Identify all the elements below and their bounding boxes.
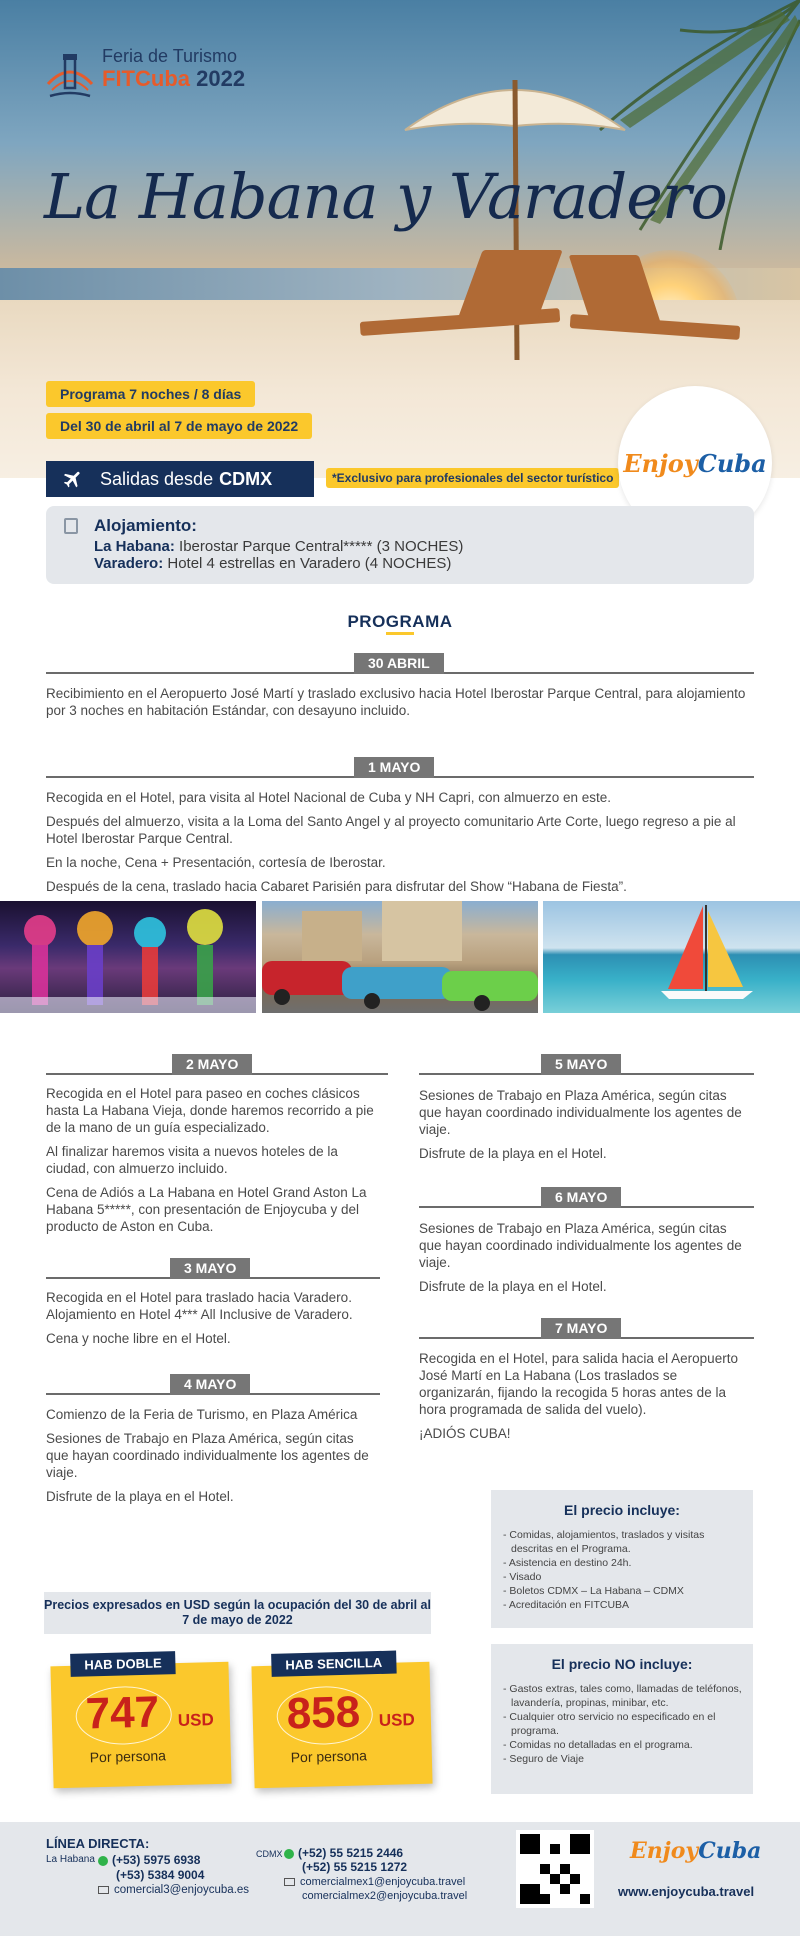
cdmx-phone-2[interactable]: (+52) 55 5215 1272 — [302, 1860, 408, 1874]
cdmx-email-1-text: comercialmex1@enjoycuba.travel — [300, 1876, 466, 1888]
mail-icon — [98, 1886, 109, 1894]
excludes-item: - Seguro de Viaje — [503, 1753, 584, 1765]
lighthouse-icon — [44, 50, 96, 102]
cdmx-email-1[interactable] — [284, 1876, 465, 1888]
excludes-item: - Cualquier otro servicio no especificado en el programa. — [503, 1711, 716, 1737]
price-per-person: Por persona — [290, 1747, 368, 1766]
day-paragraph: Cena y noche libre en el Hotel. — [46, 1331, 231, 1346]
fitcuba-logo — [44, 46, 274, 106]
habana-phone-1-text: (+53) 5975 6938 — [112, 1853, 201, 1867]
classic-cars-image — [262, 901, 538, 1013]
day-paragraph: Recogida en el Hotel para paseo en coches clásicos hasta La Habana Vieja, donde haremos recorrido a pie de la mano de un guía especializado. — [46, 1086, 374, 1135]
brand-enjoy: Enjoy — [630, 1838, 699, 1864]
day-header-30-abril — [46, 653, 754, 673]
room-type: HAB SENCILLA — [271, 1651, 396, 1677]
day-paragraph: Disfrute de la playa en el Hotel. — [46, 1489, 234, 1504]
includes-item: - Visado — [503, 1571, 542, 1583]
price-per-person: Por persona — [89, 1747, 167, 1766]
dancers-image — [0, 901, 256, 1013]
habana-email[interactable] — [98, 1884, 249, 1896]
exclusive-note: *Exclusivo para profesionales del sector turístico — [326, 468, 619, 488]
prices-note: Precios expresados en USD según la ocupación del 30 de abril al 7 de mayo de 2022 — [44, 1592, 431, 1634]
excludes-item: - Gastos extras, tales como, llamadas de teléfonos, lavandería, propinas, minibar, etc. — [503, 1683, 742, 1709]
departures-banner — [46, 461, 314, 497]
day-paragraph: Después de la cena, traslado hacia Cabaret Parisién para disfrutar del Show “Habana de Fiesta”. — [46, 879, 627, 894]
airplane-icon — [62, 468, 84, 490]
brand-cuba: Cuba — [697, 448, 767, 478]
mail-icon — [284, 1878, 295, 1886]
photo-sailboat — [543, 901, 800, 1013]
includes-item: - Comidas, alojamientos, traslados y visitas descritas en el Programa. — [503, 1529, 705, 1555]
logo-year: 2022 — [196, 66, 246, 91]
day-header-2-mayo — [46, 1054, 388, 1074]
day-header-5-mayo — [419, 1054, 754, 1074]
lodging-hotel: Iberostar Parque Central***** (3 NOCHES) — [179, 538, 464, 555]
day-paragraph: Disfrute de la playa en el Hotel. — [419, 1279, 607, 1294]
price-card-double — [50, 1655, 231, 1789]
day-header-3-mayo — [46, 1258, 380, 1278]
website-link[interactable]: www.enjoycuba.travel — [618, 1884, 755, 1899]
day-paragraph: Comienzo de la Feria de Turismo, en Plaza América — [46, 1407, 358, 1422]
cdmx-phone-1-text: (+52) 55 5215 2446 — [298, 1846, 404, 1860]
lodging-hotel: Hotel 4 estrellas en Varadero (4 NOCHES) — [167, 555, 452, 572]
program-title-underline — [386, 632, 414, 635]
excludes-item: - Comidas no detalladas en el programa. — [503, 1739, 693, 1751]
cdmx-email-2[interactable]: comercialmex2@enjoycuba.travel — [302, 1890, 468, 1902]
price-amount: 747 — [85, 1687, 160, 1739]
habana-phone-2[interactable]: (+53) 5384 9004 — [116, 1868, 205, 1882]
footer-enjoycuba-logo — [630, 1838, 761, 1864]
habana-phone-1[interactable] — [98, 1853, 200, 1867]
program-title: PROGRAMA — [347, 612, 453, 631]
day-text-4-mayo — [46, 1406, 376, 1512]
includes-item: - Asistencia en destino 24h. — [503, 1557, 632, 1569]
cdmx-phone-1[interactable] — [284, 1846, 403, 1860]
hotline-label: LÍNEA DIRECTA: — [46, 1836, 150, 1851]
habana-email-text: comercial3@enjoycuba.es — [114, 1884, 250, 1896]
includes-item: - Acreditación en FITCUBA — [503, 1599, 630, 1611]
day-label: 5 MAYO — [541, 1054, 621, 1075]
excludes-box — [491, 1644, 753, 1794]
logo-line1: Feria de Turismo — [102, 46, 238, 66]
day-text-1-mayo — [46, 789, 754, 902]
day-paragraph: En la noche, Cena + Presentación, cortesía de Iberostar. — [46, 855, 386, 870]
day-paragraph: Recogida en el Hotel para traslado hacia Varadero. Alojamiento en Hotel 4*** All Inclusive de Varadero. — [46, 1290, 353, 1322]
program-badge: Programa 7 noches / 8 días — [46, 381, 255, 407]
day-text-3-mayo — [46, 1289, 380, 1354]
day-text-5-mayo — [419, 1087, 749, 1169]
photo-classic-cars — [262, 901, 538, 1013]
includes-box — [491, 1490, 753, 1628]
day-header-4-mayo — [46, 1374, 380, 1394]
whatsapp-icon — [98, 1856, 108, 1866]
day-label: 30 ABRIL — [354, 653, 444, 674]
room-type: HAB DOBLE — [70, 1651, 176, 1677]
day-paragraph: Sesiones de Trabajo en Plaza América, según citas que hayan coordinado individualmente los agentes de viaje. — [46, 1431, 369, 1480]
lodging-box — [46, 506, 754, 584]
day-label: 4 MAYO — [170, 1374, 250, 1395]
lodging-line-habana — [94, 538, 754, 555]
brand-enjoy: Enjoy — [623, 448, 698, 478]
cdmx-label: CDMX — [256, 1849, 283, 1859]
day-header-1-mayo — [46, 757, 754, 777]
qr-code[interactable] — [516, 1830, 594, 1908]
price-amount: 858 — [286, 1687, 361, 1739]
day-text-30-abril — [46, 685, 754, 726]
day-text-2-mayo — [46, 1085, 376, 1242]
excludes-title: El precio NO incluye: — [551, 1656, 693, 1672]
includes-item: - Boletos CDMX – La Habana – CDMX — [503, 1585, 684, 1597]
lodging-title: Alojamiento: — [94, 516, 197, 535]
day-paragraph: Sesiones de Trabajo en Plaza América, según citas que hayan coordinado individualmente los agentes de viaje. — [419, 1088, 742, 1137]
qr-code-icon — [520, 1834, 590, 1904]
day-label: 7 MAYO — [541, 1318, 621, 1339]
day-label: 2 MAYO — [172, 1054, 252, 1075]
day-label: 6 MAYO — [541, 1187, 621, 1208]
lodging-city: La Habana: — [94, 538, 175, 555]
day-text-7-mayo — [419, 1350, 749, 1449]
day-paragraph: Cena de Adiós a La Habana en Hotel Grand Aston La Habana 5*****, con presentación de Enjoycuba y del producto de Aston en Cuba. — [46, 1185, 367, 1234]
building-icon — [64, 518, 78, 534]
day-paragraph: Sesiones de Trabajo en Plaza América, según citas que hayan coordinado individualmente los agentes de viaje. — [419, 1221, 742, 1270]
day-paragraph: Recogida en el Hotel, para salida hacia el Aeropuerto José Martí en La Habana (Los traslados se organizarán, fijando la recogida 5 horas antes de la hora programada de salida del vuelo). — [419, 1351, 738, 1417]
logo-brand-name: FITCuba — [102, 66, 190, 91]
day-label: 3 MAYO — [170, 1258, 250, 1279]
lodging-line-varadero — [94, 555, 754, 572]
price-card-single — [251, 1654, 432, 1789]
dates-badge: Del 30 de abril al 7 de mayo de 2022 — [46, 413, 312, 439]
day-paragraph: Recibimiento en el Aeropuerto José Martí y traslado exclusivo hacia Hotel Iberostar Parque Central, para alojamiento por 3 noches en habitación Estándar, con desayuno incluido. — [46, 686, 746, 718]
brand-cuba: Cuba — [698, 1838, 762, 1864]
whatsapp-icon — [284, 1849, 294, 1859]
photo-carnival — [0, 901, 256, 1013]
page-title: La Habana y Varadero — [44, 160, 727, 233]
habana-label: La Habana — [46, 1854, 95, 1865]
day-label: 1 MAYO — [354, 757, 434, 778]
includes-title: El precio incluye: — [564, 1502, 680, 1518]
day-paragraph: Al finalizar haremos visita a nuevos hoteles de la ciudad, con almuerzo incluido. — [46, 1144, 338, 1176]
departures-prefix: Salidas desde — [100, 468, 214, 489]
departures-city: CDMX — [219, 468, 273, 489]
sailboat-image — [543, 901, 800, 1013]
day-paragraph: Después del almuerzo, visita a la Loma del Santo Angel y al proyecto comunitario Arte Corte, luego regreso a pie al Hotel Iberostar Parque Central. — [46, 814, 736, 846]
day-paragraph: Disfrute de la playa en el Hotel. — [419, 1146, 607, 1161]
day-header-7-mayo — [419, 1318, 754, 1338]
price-currency: USD — [177, 1710, 215, 1731]
day-paragraph: Recogida en el Hotel, para visita al Hotel Nacional de Cuba y NH Capri, con almuerzo en este. — [46, 790, 612, 805]
day-header-6-mayo — [419, 1187, 754, 1207]
logo-brand — [102, 66, 245, 92]
price-currency: USD — [378, 1710, 416, 1731]
lodging-city: Varadero: — [94, 555, 164, 572]
day-paragraph: ¡ADIÓS CUBA! — [419, 1426, 511, 1441]
day-text-6-mayo — [419, 1220, 749, 1302]
